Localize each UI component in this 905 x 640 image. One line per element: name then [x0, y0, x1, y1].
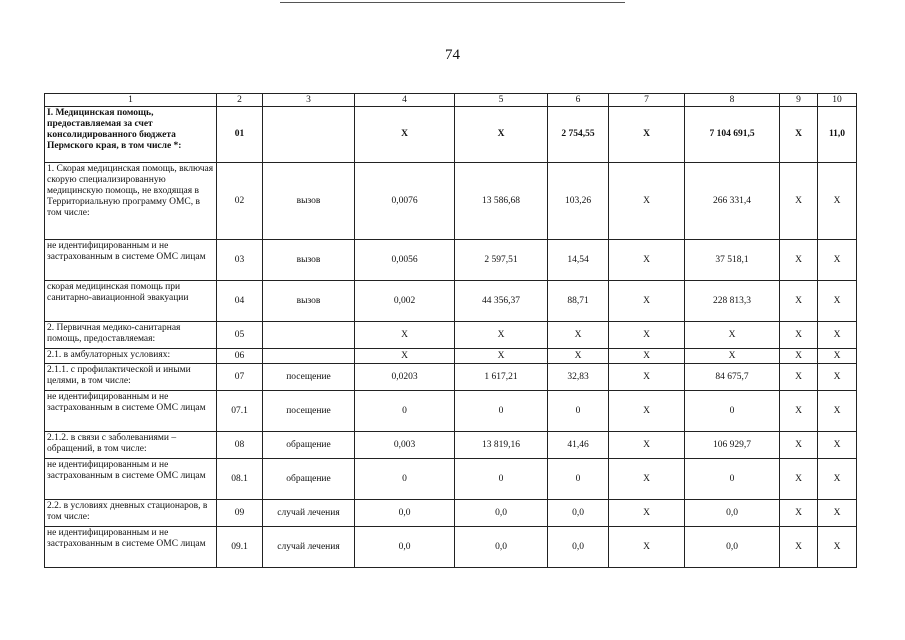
table-cell: Х	[780, 364, 818, 391]
table-cell: обращение	[263, 432, 355, 459]
table-cell: Х	[355, 349, 455, 364]
table-cell: 13 586,68	[455, 163, 548, 240]
table-cell: Х	[818, 459, 857, 500]
table-cell: Х	[355, 107, 455, 163]
table-cell: 09	[217, 500, 263, 527]
row-label: не идентифицированным и не застрахованным в системе ОМС лицам	[45, 240, 217, 281]
table-cell: Х	[818, 281, 857, 322]
table-cell: Х	[780, 500, 818, 527]
table-cell: Х	[780, 527, 818, 568]
table-row	[45, 240, 857, 281]
table-cell: Х	[780, 322, 818, 349]
table-cell: посещение	[263, 391, 355, 432]
table-cell: 06	[217, 349, 263, 364]
table-cell: 07.1	[217, 391, 263, 432]
table-cell: Х	[818, 364, 857, 391]
table-cell: вызов	[263, 281, 355, 322]
table-cell	[263, 322, 355, 349]
column-header: 6	[548, 94, 609, 107]
row-label: не идентифицированным и не застрахованным в системе ОМС лицам	[45, 527, 217, 568]
table-cell: Х	[685, 349, 780, 364]
table-cell: Х	[609, 240, 685, 281]
column-header: 1	[45, 94, 217, 107]
table-cell: 0,0056	[355, 240, 455, 281]
table-cell: 02	[217, 163, 263, 240]
table-cell: 0,002	[355, 281, 455, 322]
table-row	[45, 459, 857, 500]
table-cell: обращение	[263, 459, 355, 500]
column-header: 3	[263, 94, 355, 107]
table-cell: 266 331,4	[685, 163, 780, 240]
table-cell: 84 675,7	[685, 364, 780, 391]
row-label: 2. Первичная медико-санитарная помощь, предоставляемая:	[45, 322, 217, 349]
table-row	[45, 432, 857, 459]
table-cell: Х	[609, 391, 685, 432]
row-label: 2.2. в условиях дневных стационаров, в том числе:	[45, 500, 217, 527]
table-cell: вызов	[263, 163, 355, 240]
table-row	[45, 500, 857, 527]
row-label: 1. Скорая медицинская помощь, включая скорую специализированную медицинскую помощь, не входящая в Территориальную программу ОМС, в том числе:	[45, 163, 217, 240]
table-cell: Х	[818, 322, 857, 349]
table-cell: Х	[609, 364, 685, 391]
table-cell: Х	[609, 322, 685, 349]
table-cell: 14,54	[548, 240, 609, 281]
table-cell: 2 597,51	[455, 240, 548, 281]
table-cell: 0,003	[355, 432, 455, 459]
table-cell: случай лечения	[263, 500, 355, 527]
table-cell: 0,0	[355, 500, 455, 527]
row-label: не идентифицированным и не застрахованным в системе ОМС лицам	[45, 459, 217, 500]
table-cell: 0,0	[355, 527, 455, 568]
table-cell: Х	[780, 459, 818, 500]
column-header: 2	[217, 94, 263, 107]
table-cell: 11,0	[818, 107, 857, 163]
table-cell: 0	[355, 459, 455, 500]
table-cell: Х	[609, 527, 685, 568]
table-cell: 103,26	[548, 163, 609, 240]
table-cell: 0,0	[685, 500, 780, 527]
table-cell: Х	[609, 459, 685, 500]
table-cell: Х	[355, 322, 455, 349]
table-cell: 08.1	[217, 459, 263, 500]
table-cell: Х	[609, 163, 685, 240]
table-header-row	[45, 94, 857, 107]
table-row	[45, 527, 857, 568]
table-row	[45, 349, 857, 364]
table-cell: 03	[217, 240, 263, 281]
table-cell: 0	[455, 459, 548, 500]
table-row	[45, 281, 857, 322]
table-cell: Х	[455, 322, 548, 349]
column-header: 4	[355, 94, 455, 107]
table-cell: Х	[609, 500, 685, 527]
table-row	[45, 364, 857, 391]
table-cell: 13 819,16	[455, 432, 548, 459]
table-cell: 08	[217, 432, 263, 459]
table-cell: Х	[780, 240, 818, 281]
table-row	[45, 163, 857, 240]
table-cell: Х	[780, 281, 818, 322]
table-cell: Х	[818, 349, 857, 364]
table-cell: 0	[355, 391, 455, 432]
table-cell: Х	[780, 107, 818, 163]
table-cell: 0	[685, 459, 780, 500]
table-cell: 2 754,55	[548, 107, 609, 163]
table-cell: 0,0	[455, 500, 548, 527]
table-cell: Х	[780, 432, 818, 459]
table-cell: 0,0	[455, 527, 548, 568]
top-divider	[280, 2, 625, 3]
column-header: 9	[780, 94, 818, 107]
table-cell: Х	[609, 107, 685, 163]
table-cell: 37 518,1	[685, 240, 780, 281]
table-cell: 07	[217, 364, 263, 391]
table-cell: 04	[217, 281, 263, 322]
table-cell: 09.1	[217, 527, 263, 568]
column-header: 7	[609, 94, 685, 107]
table-cell: 0	[548, 459, 609, 500]
table-cell: 0,0076	[355, 163, 455, 240]
table-cell: 106 929,7	[685, 432, 780, 459]
table-cell: Х	[818, 240, 857, 281]
table-cell: 0,0	[548, 527, 609, 568]
table-cell: вызов	[263, 240, 355, 281]
table-cell: Х	[685, 322, 780, 349]
table-row	[45, 322, 857, 349]
table-cell: Х	[818, 432, 857, 459]
table-cell: посещение	[263, 364, 355, 391]
table-cell: 32,83	[548, 364, 609, 391]
table-cell: Х	[818, 527, 857, 568]
table-cell: Х	[780, 163, 818, 240]
table-cell: 228 813,3	[685, 281, 780, 322]
table-cell: Х	[455, 349, 548, 364]
table-cell: 7 104 691,5	[685, 107, 780, 163]
table-cell: Х	[780, 391, 818, 432]
table-cell: Х	[818, 391, 857, 432]
table-cell: Х	[780, 349, 818, 364]
table-cell: 0	[455, 391, 548, 432]
row-label: I. Медицинская помощь, предоставляемая за счет консолидированного бюджета Пермского края, в том числе *:	[45, 107, 217, 163]
table-row	[45, 391, 857, 432]
column-header: 8	[685, 94, 780, 107]
table-cell: случай лечения	[263, 527, 355, 568]
table-cell: 0,0	[548, 500, 609, 527]
page-number: 74	[445, 47, 460, 63]
table-cell: Х	[818, 163, 857, 240]
table-cell: 0,0	[685, 527, 780, 568]
row-label: 2.1.2. в связи с заболеваниями – обращений, в том числе:	[45, 432, 217, 459]
row-label: скорая медицинская помощь при санитарно-авиационной эвакуации	[45, 281, 217, 322]
table-cell: 0	[685, 391, 780, 432]
table-cell: 01	[217, 107, 263, 163]
data-table	[44, 93, 857, 568]
table-cell: 05	[217, 322, 263, 349]
table-cell: 44 356,37	[455, 281, 548, 322]
table-cell: Х	[548, 322, 609, 349]
table-cell: 0,0203	[355, 364, 455, 391]
table-cell: 41,46	[548, 432, 609, 459]
row-label: не идентифицированным и не застрахованным в системе ОМС лицам	[45, 391, 217, 432]
table-cell	[263, 349, 355, 364]
table-cell: Х	[609, 349, 685, 364]
table-cell: Х	[609, 281, 685, 322]
table-row	[45, 107, 857, 163]
row-label: 2.1. в амбулаторных условиях:	[45, 349, 217, 364]
row-label: 2.1.1. с профилактической и иными целями, в том числе:	[45, 364, 217, 391]
table-cell: 0	[548, 391, 609, 432]
column-header: 5	[455, 94, 548, 107]
table-cell: Х	[818, 500, 857, 527]
table-cell: Х	[455, 107, 548, 163]
table-cell: Х	[609, 432, 685, 459]
table-cell: 1 617,21	[455, 364, 548, 391]
table-cell	[263, 107, 355, 163]
column-header: 10	[818, 94, 857, 107]
table-cell: 88,71	[548, 281, 609, 322]
table-cell: Х	[548, 349, 609, 364]
